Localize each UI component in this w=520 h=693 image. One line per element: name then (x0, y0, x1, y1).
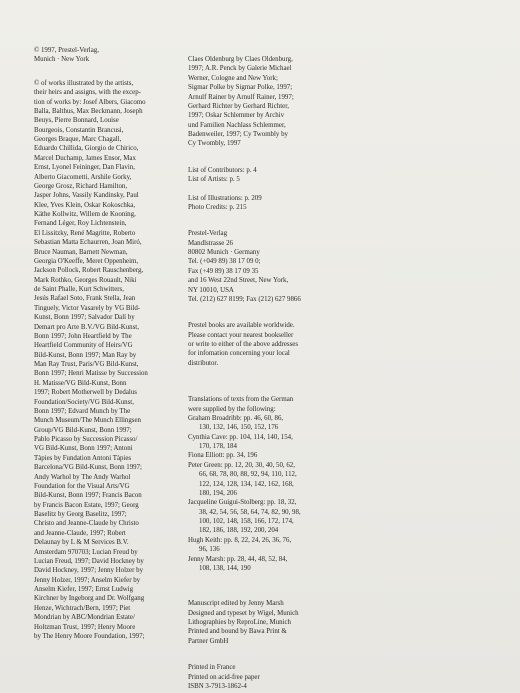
translations-block (188, 395, 348, 573)
works-rights-line: Beuys, Pierre Bonnard, Louise (34, 117, 119, 125)
works-rights-line: Jasper Johns, Vassily Kandinsky, Paul (34, 192, 139, 200)
translator-entry: Jenny Marsh: pp. 28, 44, 48, 52, 84, (188, 555, 288, 563)
works-rights-line: Foundation/Society/VG Bild-Kunst, (34, 398, 134, 406)
works-rights-block (34, 79, 184, 642)
list-entry: List of Illustrations: p. 209 (188, 194, 262, 202)
distribution-line: Prestel books are available worldwide. (188, 322, 295, 330)
artist-credit-line: Gerhard Richter by Gerhard Richter, (188, 102, 289, 110)
artist-credit-line: Sigmar Polke by Sigmar Polke, 1997; (188, 84, 293, 92)
production-line: Designed and typeset by Wigel, Munich (188, 609, 299, 617)
contents-lists-block (188, 166, 348, 185)
publisher-address-block (188, 229, 348, 304)
works-rights-line: by Francis Bacon Estate, 1997; Georg (34, 501, 139, 509)
artist-credit-line: Arnulf Rainer by Arnulf Rainer, 1997; (188, 93, 294, 101)
works-rights-line: Eduardo Chillida, Giorgio de Chirico, (34, 145, 139, 153)
works-rights-line: Heartfield Community of Heirs/VG (34, 342, 133, 350)
works-rights-line: H. Matisse/VG Bild-Kunst, Bonn (34, 379, 127, 387)
works-rights-line: Delaunay by L & M Services B.V. (34, 539, 129, 547)
works-rights-line: Mark Rothko, Georges Rouault, Niki (34, 276, 137, 284)
works-rights-line: Käthe Kollwitz, Willem de Kooning, (34, 211, 136, 218)
artist-credit-line: Werner, Cologne and New York; (188, 74, 278, 82)
translator-entry: Graham Broadribb: pp. 46, 60, 86, (188, 414, 284, 422)
artist-credits-block (188, 55, 348, 149)
artist-credit-line: Cy Twombly, 1997 (188, 140, 241, 148)
publisher-line: 80802 Munich · Germany (188, 249, 260, 256)
production-credits-block (188, 599, 348, 646)
artist-credit-line: und Familien Nachlass Schlemmer, (188, 121, 286, 129)
works-rights-line: Group/VG Bild-Kunst, Bonn 1997; (34, 426, 132, 434)
works-rights-line: Baselitz by Georg Baselitz, 1997; (34, 511, 127, 518)
works-rights-line: Pablo Picasso by Succession Picasso/ (34, 436, 138, 443)
works-rights-line: Georges Braque, Marc Chagall, (34, 136, 122, 143)
production-line: Printed and bound by Bawa Print & (188, 628, 287, 636)
translator-entry: Jacqueline Guigui-Stolberg: pp. 18, 32, (188, 499, 297, 507)
production-line: Partner GmbH (188, 637, 229, 645)
works-rights-line: Kunst, Bonn 1997; Salvador Dalí by (34, 314, 135, 322)
publisher-line: Tel. (+049 89) 38 17 09 0; (188, 258, 261, 266)
production-line: Lithographies by ReproLine, Munich (188, 619, 291, 626)
works-rights-line: Ernst, Lyonel Feininger, Dan Flavin, (34, 164, 135, 172)
works-rights-line: and Jeanne-Claude, 1997; Robert (34, 529, 126, 537)
works-rights-line: Bonn 1997; Henri Matisse by Succession (34, 370, 148, 378)
works-rights-line: Bild-Kunst, Bonn 1997; Man Ray by (34, 351, 137, 359)
printing-line: Printed in France (188, 664, 236, 672)
publisher-line: Tel. (212) 627 8199; Fax (212) 627 9866 (188, 295, 301, 303)
right-column (188, 55, 348, 691)
printing-line: Printed on acid-free paper (188, 673, 260, 681)
works-rights-line: Anselm Kiefer, 1997; Ernst Ludwig (34, 586, 134, 593)
works-rights-line: Munch Museum/The Munch Ellingsen (34, 417, 141, 425)
publisher-line: and 16 West 22nd Street, New York, (188, 277, 289, 285)
illustration-lists-block (188, 194, 348, 213)
works-rights-line: 1997; Robert Motherwell by Dedalus (34, 389, 137, 397)
works-rights-line: Foundation for the Visual Arts/VG (34, 482, 130, 490)
translator-pages: 182, 186, 188, 192, 200, 204 (199, 527, 279, 535)
works-rights-line: Mondrian by ABC/Mondrian Estate/ (34, 614, 135, 622)
works-rights-line: de Saint Phalle, Kurt Schwitters, (34, 286, 124, 293)
left-column (34, 46, 184, 641)
works-rights-line: by The Henry Moore Foundation, 1997; (34, 632, 145, 640)
translator-entry: Peter Green: pp. 12, 20, 30, 40, 50, 62, (188, 461, 295, 469)
works-rights-line: Christo and Jeanne-Claude by Christo (34, 520, 139, 528)
works-rights-line: Demart pro Arte B.V./VG Bild-Kunst, (34, 323, 139, 331)
list-entry: List of Contributors: p. 4 (188, 166, 257, 174)
works-rights-line: Alberto Giacometti, Arshile Gorky, (34, 173, 132, 181)
works-rights-line: Man Ray Trust, Paris/VG Bild-Kunst, (34, 361, 139, 368)
translator-pages: 66, 68, 78, 80, 88, 92, 94, 110, 112, (199, 471, 297, 479)
translator-entry: Fiona Elliott: pp. 34, 196 (188, 452, 258, 460)
translator-pages: 108, 138, 144, 190 (199, 564, 251, 572)
works-rights-line: Holtzman Trust, 1997; Henry Moore (34, 623, 136, 631)
works-rights-line: Bruce Nauman, Barnett Newman, (34, 248, 128, 256)
works-rights-line: Fernand Léger, Roy Lichtenstein, (34, 220, 127, 228)
translator-pages: 122, 124, 128, 134, 142, 162, 168, (199, 480, 294, 488)
translator-pages: 38, 42, 54, 56, 58, 64, 74, 82, 90, 98, (199, 508, 301, 516)
works-rights-line: Bild-Kunst, Bonn 1997; Francis Bacon (34, 492, 142, 500)
publisher-line: Mandlstrasse 26 (188, 239, 233, 247)
list-entry: Photo Credits: p. 215 (188, 203, 247, 211)
works-rights-line: Henze, Wichtrach/Bern, 1997; Piet (34, 604, 131, 612)
works-rights-line: Jenny Holzer, 1997; Anselm Kiefer by (34, 576, 141, 584)
works-rights-line: tion of works by: Josef Albers, Giacomo (34, 98, 146, 106)
works-rights-line: Andy Warhol by The Andy Warhol (34, 473, 131, 481)
copyright-line: Munich · New York (34, 56, 90, 64)
printing-info-block (188, 663, 348, 691)
copyright-block (34, 46, 184, 65)
translator-entry: Cynthia Cave: pp. 104, 114, 140, 154, (188, 433, 293, 441)
works-rights-line: Klee, Yves Klein, Oskar Kokoschka, (34, 201, 136, 209)
artist-credit-line: 1997; Oskar Schlemmer by Archiv (188, 112, 285, 120)
translator-pages: 180, 194, 206 (199, 489, 237, 497)
works-rights-line: George Grosz, Richard Hamilton, (34, 182, 128, 190)
translator-pages: 130, 132, 146, 150, 152, 176 (199, 424, 279, 432)
works-rights-line: Balla, Balthus, Max Beckmann, Joseph (34, 107, 143, 115)
works-rights-line: El Lissitzky, René Magritte, Roberto (34, 229, 136, 237)
publisher-line: Prestel-Verlag (188, 230, 228, 238)
list-entry: List of Artists: p. 5 (188, 176, 240, 184)
works-rights-line: Bonn 1997; Edvard Munch by The (34, 407, 131, 415)
translator-pages: 170, 178, 184 (199, 443, 237, 450)
copyright-line: © 1997, Prestel-Verlag, (34, 47, 99, 54)
distribution-line: Please contact your nearest bookseller (188, 331, 294, 339)
artist-credit-line: Badenweiler, 1997; Cy Twombly by (188, 131, 288, 138)
artist-credit-line: 1997; A.R. Penck by Galerie Michael (188, 65, 292, 73)
works-rights-line: David Hockney, 1997; Jenny Holzer by (34, 567, 144, 575)
works-rights-line: Marcel Duchamp, James Ensor, Max (34, 154, 136, 162)
production-line: Manuscript edited by Jenny Marsh (188, 600, 284, 608)
works-rights-line: Tàpies by Fundation Antoni Tàpies (34, 454, 132, 462)
publisher-line: NY 10010, USA (188, 286, 234, 294)
translations-intro-line: Translations of texts from the German (188, 396, 294, 404)
translator-entry: Hugh Keith: pp. 8, 22, 24, 26, 36, 76, (188, 536, 292, 544)
works-rights-line: their heirs and assigns, with the excep- (34, 89, 141, 97)
works-rights-line: © of works illustrated by the artists, (34, 79, 134, 87)
works-rights-line: Amsterdam 970703; Lucian Freud by (34, 548, 138, 556)
works-rights-line: Barcelona/VG Bild-Kunst, Bonn 1997; (34, 464, 142, 472)
translator-pages: 96, 136 (199, 546, 220, 554)
works-rights-line: VG Bild-Kunst, Bonn 1997; Antoni (34, 445, 133, 453)
printing-line: ISBN 3-7913-1862-4 (188, 682, 247, 690)
distribution-line: for infomation concerning your local (188, 350, 290, 358)
distribution-line: or write to either of the above addresses (188, 341, 299, 348)
works-rights-line: Sebastian Matta Echaurren, Joan Miró, (34, 239, 142, 247)
distribution-note-block (188, 321, 348, 368)
distribution-line: distributor. (188, 359, 219, 367)
publisher-line: Fax (+49 89) 38 17 09 35 (188, 267, 259, 275)
works-rights-line: Kirchner by Ingeborg and Dr. Wolfgang (34, 595, 145, 603)
translator-pages: 100, 102, 148, 158, 166, 172, 174, (199, 518, 294, 525)
works-rights-line: Georgia O'Keeffe, Meret Oppenheim, (34, 257, 139, 265)
works-rights-line: Jackson Pollock, Robert Rauschenberg, (34, 267, 144, 275)
works-rights-line: Bourgeois, Constantin Brancusi, (34, 126, 124, 134)
works-rights-line: Jesús Rafael Soto, Frank Stella, Jean (34, 295, 136, 303)
works-rights-line: Bonn 1997; John Heartfield by The (34, 332, 132, 340)
artist-credit-line: Claes Oldenburg by Claes Oldenburg, (188, 56, 293, 63)
works-rights-line: Lucian Freud, 1997; David Hockney by (34, 557, 144, 565)
works-rights-line: Tinguely, Victor Vasarely by VG Bild- (34, 304, 141, 312)
translations-intro-line: were supplied by the following: (188, 405, 276, 413)
